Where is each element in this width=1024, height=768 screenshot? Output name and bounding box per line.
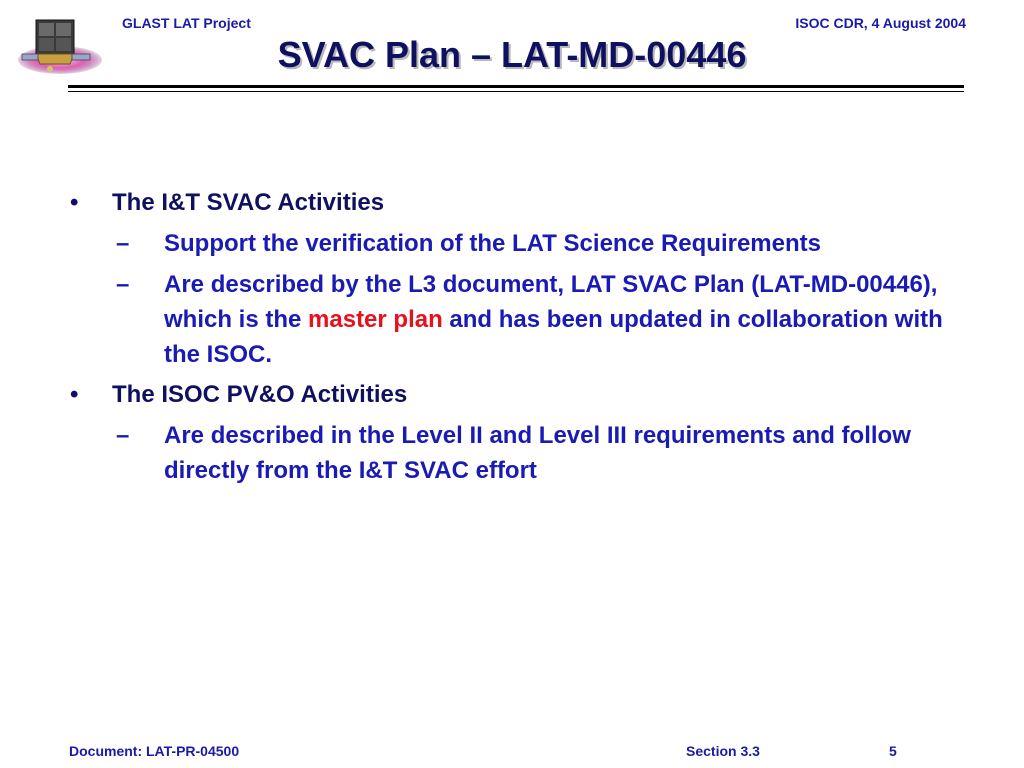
bullet-item xyxy=(0,378,1024,412)
footer-section: Section 3.3 xyxy=(686,743,760,759)
slide-title: SVAC Plan – LAT-MD-00446 xyxy=(277,34,747,75)
sub-bullet-text: Support the verification of the LAT Science Requirements xyxy=(164,230,821,257)
sub-bullet-text-continued: and has been updated in collaboration with the ISOC. xyxy=(164,306,943,368)
bullet-icon: • xyxy=(70,381,79,408)
bullet-item xyxy=(0,186,1024,220)
sub-bullet-item xyxy=(0,418,964,488)
dash-icon: – xyxy=(116,271,130,298)
header-project: GLAST LAT Project xyxy=(122,15,251,31)
sub-bullet-item xyxy=(0,267,964,372)
title-rule-thin xyxy=(68,91,964,92)
sub-bullet-text: Are described in the Level II and Level III requirements and follow directly from the I&T SVAC effort xyxy=(164,422,911,484)
title-rule-thick xyxy=(68,85,964,88)
sub-bullet-text: Are described by the L3 document, LAT SVAC Plan (LAT-MD-00446), which is the xyxy=(164,271,938,333)
slide-content xyxy=(0,186,1024,494)
dash-icon: – xyxy=(116,230,130,257)
footer-document: Document: LAT-PR-04500 xyxy=(69,743,240,759)
sub-bullet-item xyxy=(0,226,964,261)
bullet-icon: • xyxy=(70,189,79,216)
footer-page-number: 5 xyxy=(889,743,897,759)
bullet-text: The ISOC PV&O Activities xyxy=(112,381,408,408)
dash-icon: – xyxy=(116,422,130,449)
bullet-text: The I&T SVAC Activities xyxy=(112,189,385,216)
header-event: ISOC CDR, 4 August 2004 xyxy=(795,15,966,31)
highlight-text: master plan xyxy=(308,306,443,333)
